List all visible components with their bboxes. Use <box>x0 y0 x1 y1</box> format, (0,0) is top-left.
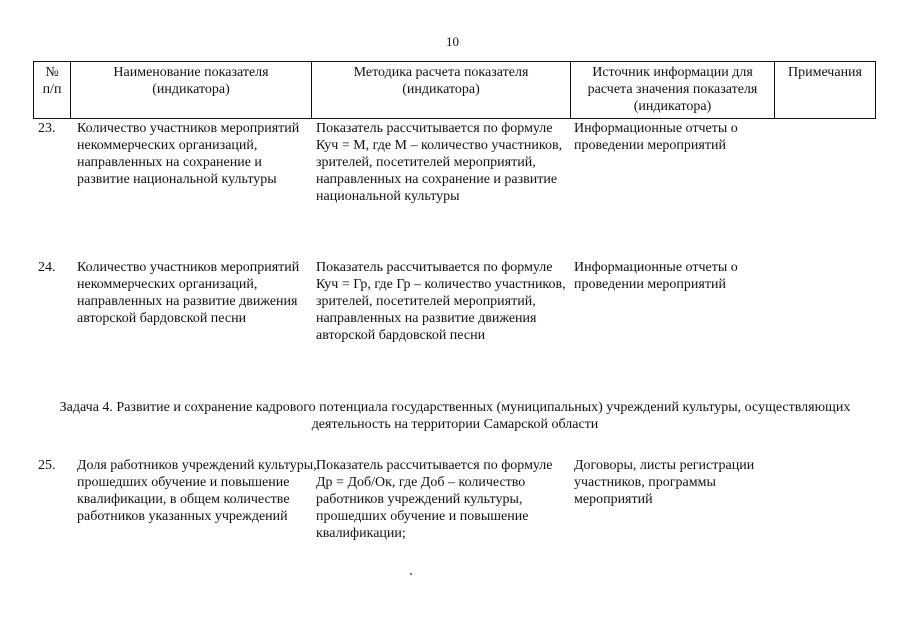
information-source: Информационные отчеты о проведении мероприятий <box>574 121 738 153</box>
indicator-name: Количество участников мероприятий некоммерческих организаций, направленных на сохранение и развитие национальной культуры <box>77 121 300 187</box>
task-heading: Задача 4. Развитие и сохранение кадрового потенциала государственных (муниципальных) учреждений культуры, осуществляющих деятельность на территории Самарской области <box>59 400 851 432</box>
row-number: 23. <box>38 121 56 136</box>
page-number: 10 <box>446 34 459 49</box>
header-source: Источник информации для расчета значения показателя (индикатора) <box>571 62 775 119</box>
header-number: № п/п <box>34 62 71 119</box>
header-name: Наименование показателя (индикатора) <box>71 62 312 119</box>
header-method: Методика расчета показателя (индикатора) <box>312 62 571 119</box>
indicator-name: Количество участников мероприятий некоммерческих организаций, направленных на развитие движения авторской бардовской песни <box>77 260 300 326</box>
calculation-method: Показатель рассчитывается по формуле Куч = М, где М – количество участников, зрителей, посетителей мероприятий, направленных на сохранение и развитие национальной культуры <box>316 121 563 204</box>
row-number: 24. <box>38 260 56 275</box>
information-source: Информационные отчеты о проведении мероприятий <box>574 260 738 292</box>
information-source: Договоры, листы регистрации участников, программы мероприятий <box>574 458 755 507</box>
calculation-method: Показатель рассчитывается по формуле Куч = Гр, где Гр – количество участников, зрителей, посетителей мероприятий, направленных на развитие движения авторской бардовской песни <box>316 260 566 343</box>
indicator-table-header <box>33 61 876 119</box>
row-number: 25. <box>38 458 56 473</box>
header-notes: Примечания <box>775 62 876 119</box>
indicator-name: Доля работников учреждений культуры, прошедших обучение и повышение квалификации, в общем количестве работников указанных учреждений <box>77 458 317 524</box>
header-row <box>34 62 876 119</box>
calculation-method: Показатель рассчитывается по формуле Др = Доб/Ок, где Доб – количество работников учреждений культуры, прошедших обучение и повышение квалификации; <box>316 458 553 541</box>
scan-speck <box>410 573 412 575</box>
